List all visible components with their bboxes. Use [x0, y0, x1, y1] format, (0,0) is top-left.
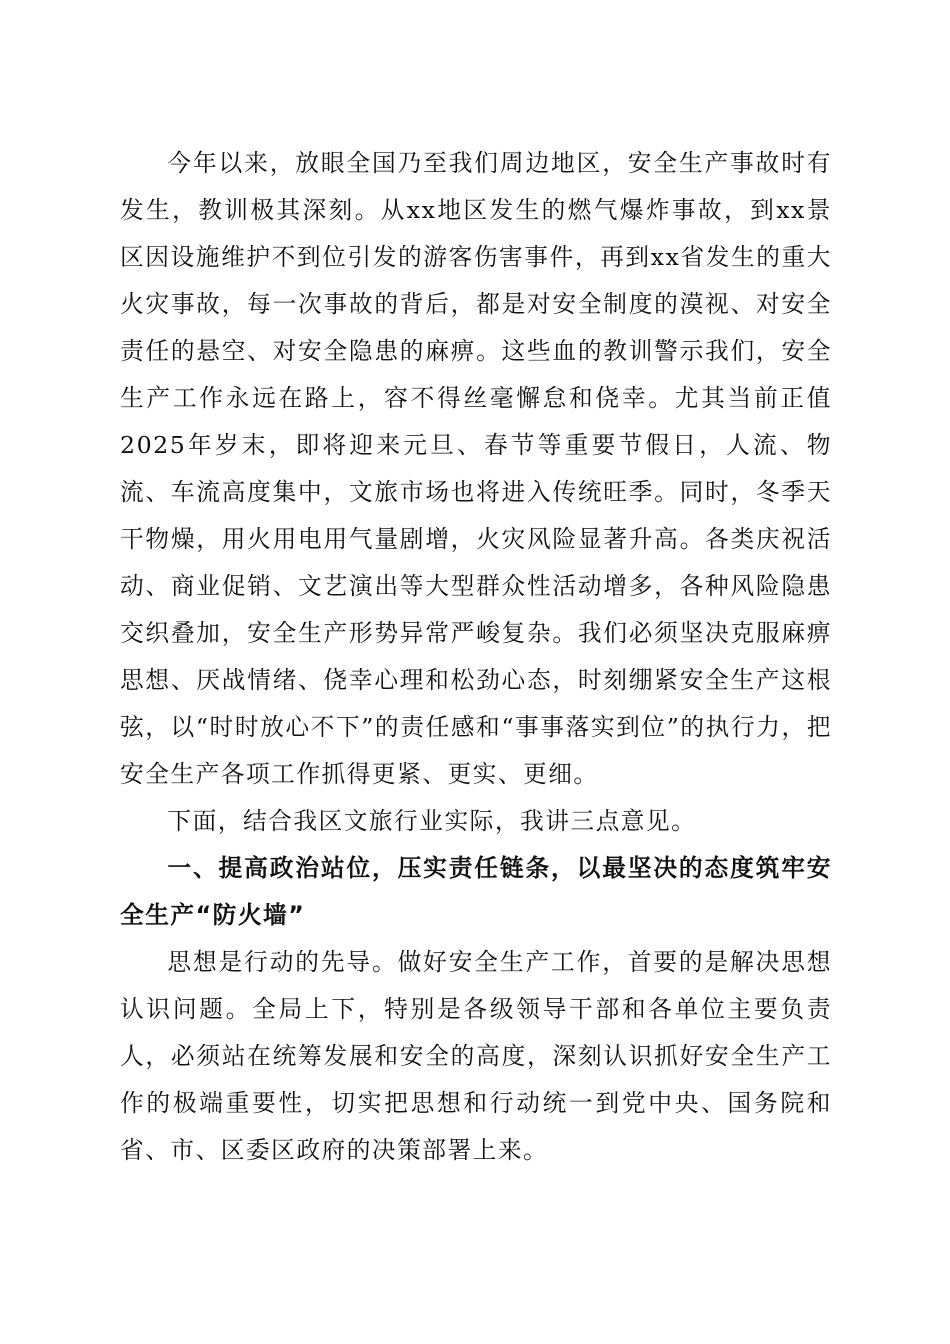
body-paragraph: 今年以来，放眼全国乃至我们周边地区，安全生产事故时有发生，教训极其深刻。从xx地区发生的燃气爆炸事故，到xx景区因设施维护不到位引发的游客伤害事件，再到xx省发生的重大火灾事故，每一次事故的背后，都是对安全制度的漠视、对安全责任的悬空、对安全隐患的麻痹。这些血的教训警示我们，安全生产工作永远在路上，容不得丝毫懈怠和侥幸。尤其当前正值2025年岁末，即将迎来元旦、春节等重要节假日，人流、物流、车流高度集中，文旅市场也将进入传统旺季。同时，冬季天干物燥，用火用电用气量剧增，火灾风险显著升高。各类庆祝活动、商业促销、文艺演出等大型群众性活动增多，各种风险隐患交织叠加，安全生产形势异常严峻复杂。我们必须坚决克服麻痹思想、厌战情绪、侥幸心理和松劲心态，时刻绷紧安全生产这根弦，以“时时放心不下”的责任感和“事事落实到位”的执行力，把安全生产各项工作抓得更紧、更实、更细。 [120, 149, 832, 788]
section-heading: 一、提高政治站位，压实责任链条，以最坚决的态度筑牢安全生产“防火墙” [120, 854, 832, 929]
body-paragraph: 下面，结合我区文旅行业实际，我讲三点意见。 [167, 807, 697, 835]
body-paragraph: 思想是行动的先导。做好安全生产工作，首要的是解决思想认识问题。全局上下，特别是各级领导干部和各单位主要负责人，必须站在统筹发展和安全的高度，深刻认识抓好安全生产工作的极端重要性，切实把思想和行动统一到党中央、国务院和省、市、区委区政府的决策部署上来。 [120, 948, 832, 1164]
document-body [120, 140, 832, 1174]
